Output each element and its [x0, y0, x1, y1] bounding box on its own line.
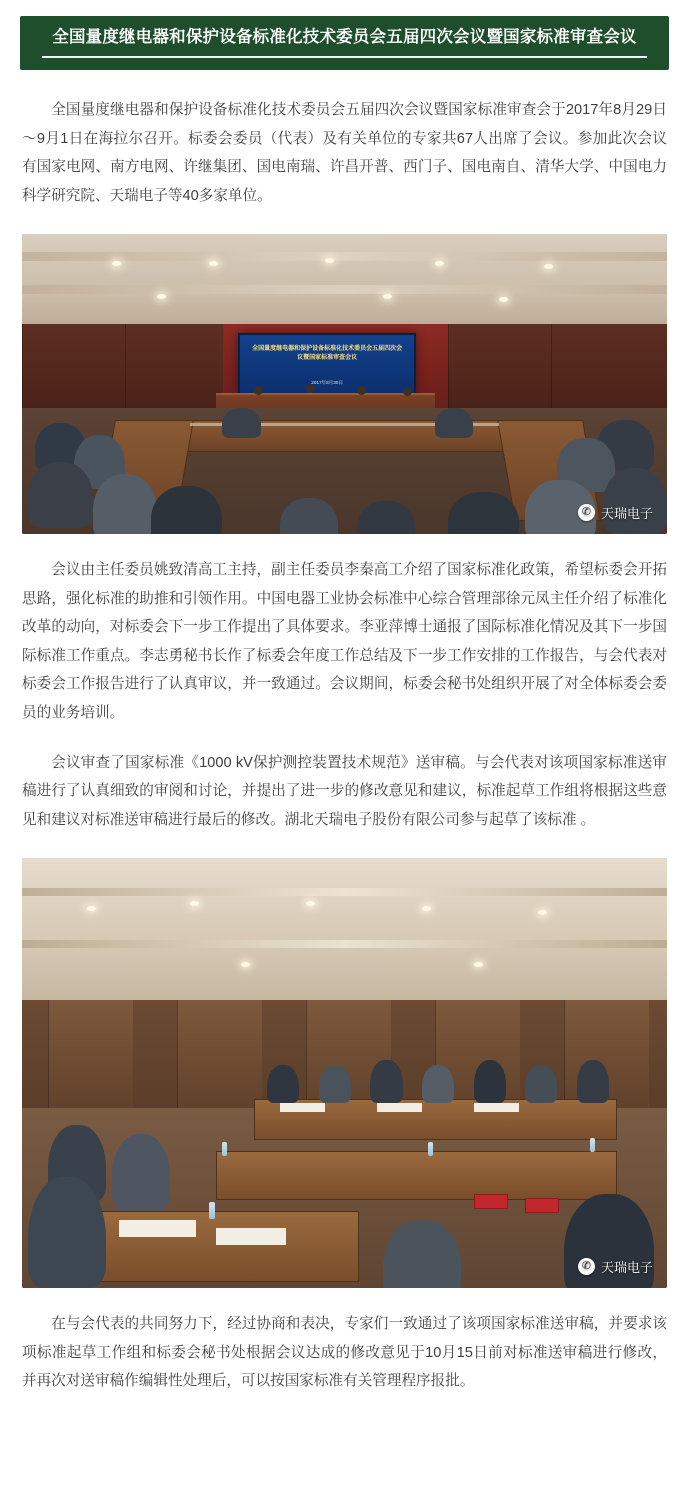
- photo2-ceiling: [22, 858, 667, 1013]
- photo1-person-head: [403, 387, 412, 396]
- photo1-attendee: [222, 408, 261, 438]
- photo2-water-bottle: [428, 1142, 433, 1156]
- photo2-attendee: [370, 1060, 402, 1103]
- photo1-wall-panel: [551, 324, 667, 408]
- photo2-water-bottle: [590, 1138, 595, 1152]
- photo1-attendee: [93, 474, 158, 534]
- photo1-person-head: [254, 386, 263, 395]
- conference-photo-2: [22, 858, 667, 1288]
- article-title-banner: [20, 16, 669, 70]
- photo2-ceiling-beam: [22, 940, 667, 948]
- photo2-papers: [474, 1103, 519, 1112]
- photo2-ceiling-light: [241, 962, 250, 967]
- paragraph-2: 会议由主任委员姚致清高工主持，副主任委员李秦高工介绍了国家标准化政策，希望标委会开拓思路，强化标准的助推和引领作用。中国电器工业协会标准中心综合管理部徐元凤主任介绍了标准化改革的动向，对标委会下一步工作提出了具体要求。李亚萍博士通报了国际标准化情况及其下一步国际标准工作重点。李志勇秘书长作了标委会年度工作总结及下一步工作安排的工作报告，与会代表对标委会工作报告进行了认真审议，并一致通过。会议期间，标委会秘书处组织开展了对全体标委会委员的业务培训。: [22, 562, 667, 721]
- photo2-wall-panel: [177, 1000, 262, 1116]
- wechat-badge-icon: ✆: [578, 1258, 595, 1275]
- photo2-conference-table: [216, 1151, 618, 1200]
- photo2-attendee: [577, 1060, 609, 1103]
- photo1-attendee: [448, 492, 519, 534]
- paragraph-4: 在与会代表的共同努力下，经过协商和表决，专家们一致通过了该项国家标准送审稿，并要求该项标准起草工作组和标委会秘书处根据会议达成的修改意见于10月15日前对标准送审稿进行修改，并再次对送审稿作编辑性处理后，可以按国家标准有关管理程序报批。: [22, 1316, 667, 1390]
- photo2-papers: [216, 1228, 287, 1245]
- watermark-label: 天瑞电子: [600, 506, 653, 522]
- article-page: [0, 16, 689, 1436]
- projection-screen: [238, 333, 416, 397]
- photo2-attendee: [319, 1065, 351, 1104]
- photo1-attendee: [435, 408, 474, 438]
- photo2-attendee: [112, 1134, 170, 1211]
- title-divider: [42, 56, 647, 58]
- photo2-attendee: [474, 1060, 506, 1103]
- photo2-ceiling-light: [474, 962, 483, 967]
- photo2-water-bottle: [222, 1142, 227, 1156]
- photo1-wall-panel: [448, 324, 553, 408]
- watermark-label: 天瑞电子: [600, 1260, 653, 1276]
- slide-subtitle: 2017年8月30日: [311, 379, 343, 385]
- slide-title: 全国量度继电器和保护设备标准化技术委员会五届四次会议暨国家标准审查会议: [252, 345, 403, 361]
- photo1-attendee: [600, 468, 668, 534]
- photo1-wall-panel: [125, 324, 224, 408]
- photo2-ceiling-beam: [22, 888, 667, 896]
- photo1-wall-panel: [22, 324, 127, 408]
- photo2-attendee: [28, 1177, 105, 1289]
- watermark-badge: [578, 1257, 653, 1276]
- paragraph-3: 会议审查了国家标准《1000 kV保护测控装置技术规范》送审稿。与会代表对该项国家标准送审稿进行了认真细致的审阅和讨论，并提出了进一步的修改意见和建议，标准起草工作组将根据这些意见和建议对标准送审稿进行最后的修改。湖北天瑞电子股份有限公司参与起草了该标准 。: [22, 754, 667, 828]
- photo2-name-plate: [474, 1194, 508, 1209]
- photo2-attendee: [525, 1065, 557, 1104]
- page-title: 全国量度继电器和保护设备标准化技术委员会五届四次会议暨国家标准审查会议: [52, 28, 637, 46]
- photo2-papers: [377, 1103, 422, 1112]
- photo2-ceiling-light: [87, 906, 96, 911]
- photo2-name-plate: [525, 1198, 559, 1213]
- photo2-attendee: [422, 1065, 454, 1104]
- wechat-badge-icon: ✆: [578, 504, 595, 521]
- photo2-attendee: [267, 1065, 299, 1104]
- photo1-attendee: [151, 486, 222, 534]
- page-footer-space: [0, 1396, 689, 1406]
- watermark-badge: [578, 503, 653, 522]
- photo2-wall-panel: [48, 1000, 133, 1116]
- photo1-attendee: [28, 462, 93, 528]
- photo2-papers: [280, 1103, 325, 1112]
- paragraph-1: 全国量度继电器和保护设备标准化技术委员会五届四次会议暨国家标准审查会于2017年8月29日～9月1日在海拉尔召开。标委会委员（代表）及有关单位的专家共67人出席了会议。参加此次会议有国家电网、南方电网、许继集团、国电南瑞、许昌开普、西门子、国电南自、清华大学、中国电力科学研究院、天瑞电子等40多家单位。: [22, 102, 667, 204]
- photo1-person-head: [306, 384, 315, 393]
- photo2-water-bottle: [209, 1202, 215, 1219]
- photo1-ceiling-band: [22, 285, 667, 294]
- figure-conference-photo-2: [22, 858, 667, 1288]
- photo2-ceiling-light: [422, 906, 431, 911]
- photo2-ceiling-light: [538, 910, 547, 915]
- photo1-ceiling-band: [22, 252, 667, 261]
- figure-conference-photo-1: [22, 234, 667, 534]
- conference-photo-1: [22, 234, 667, 534]
- photo2-papers: [119, 1220, 196, 1237]
